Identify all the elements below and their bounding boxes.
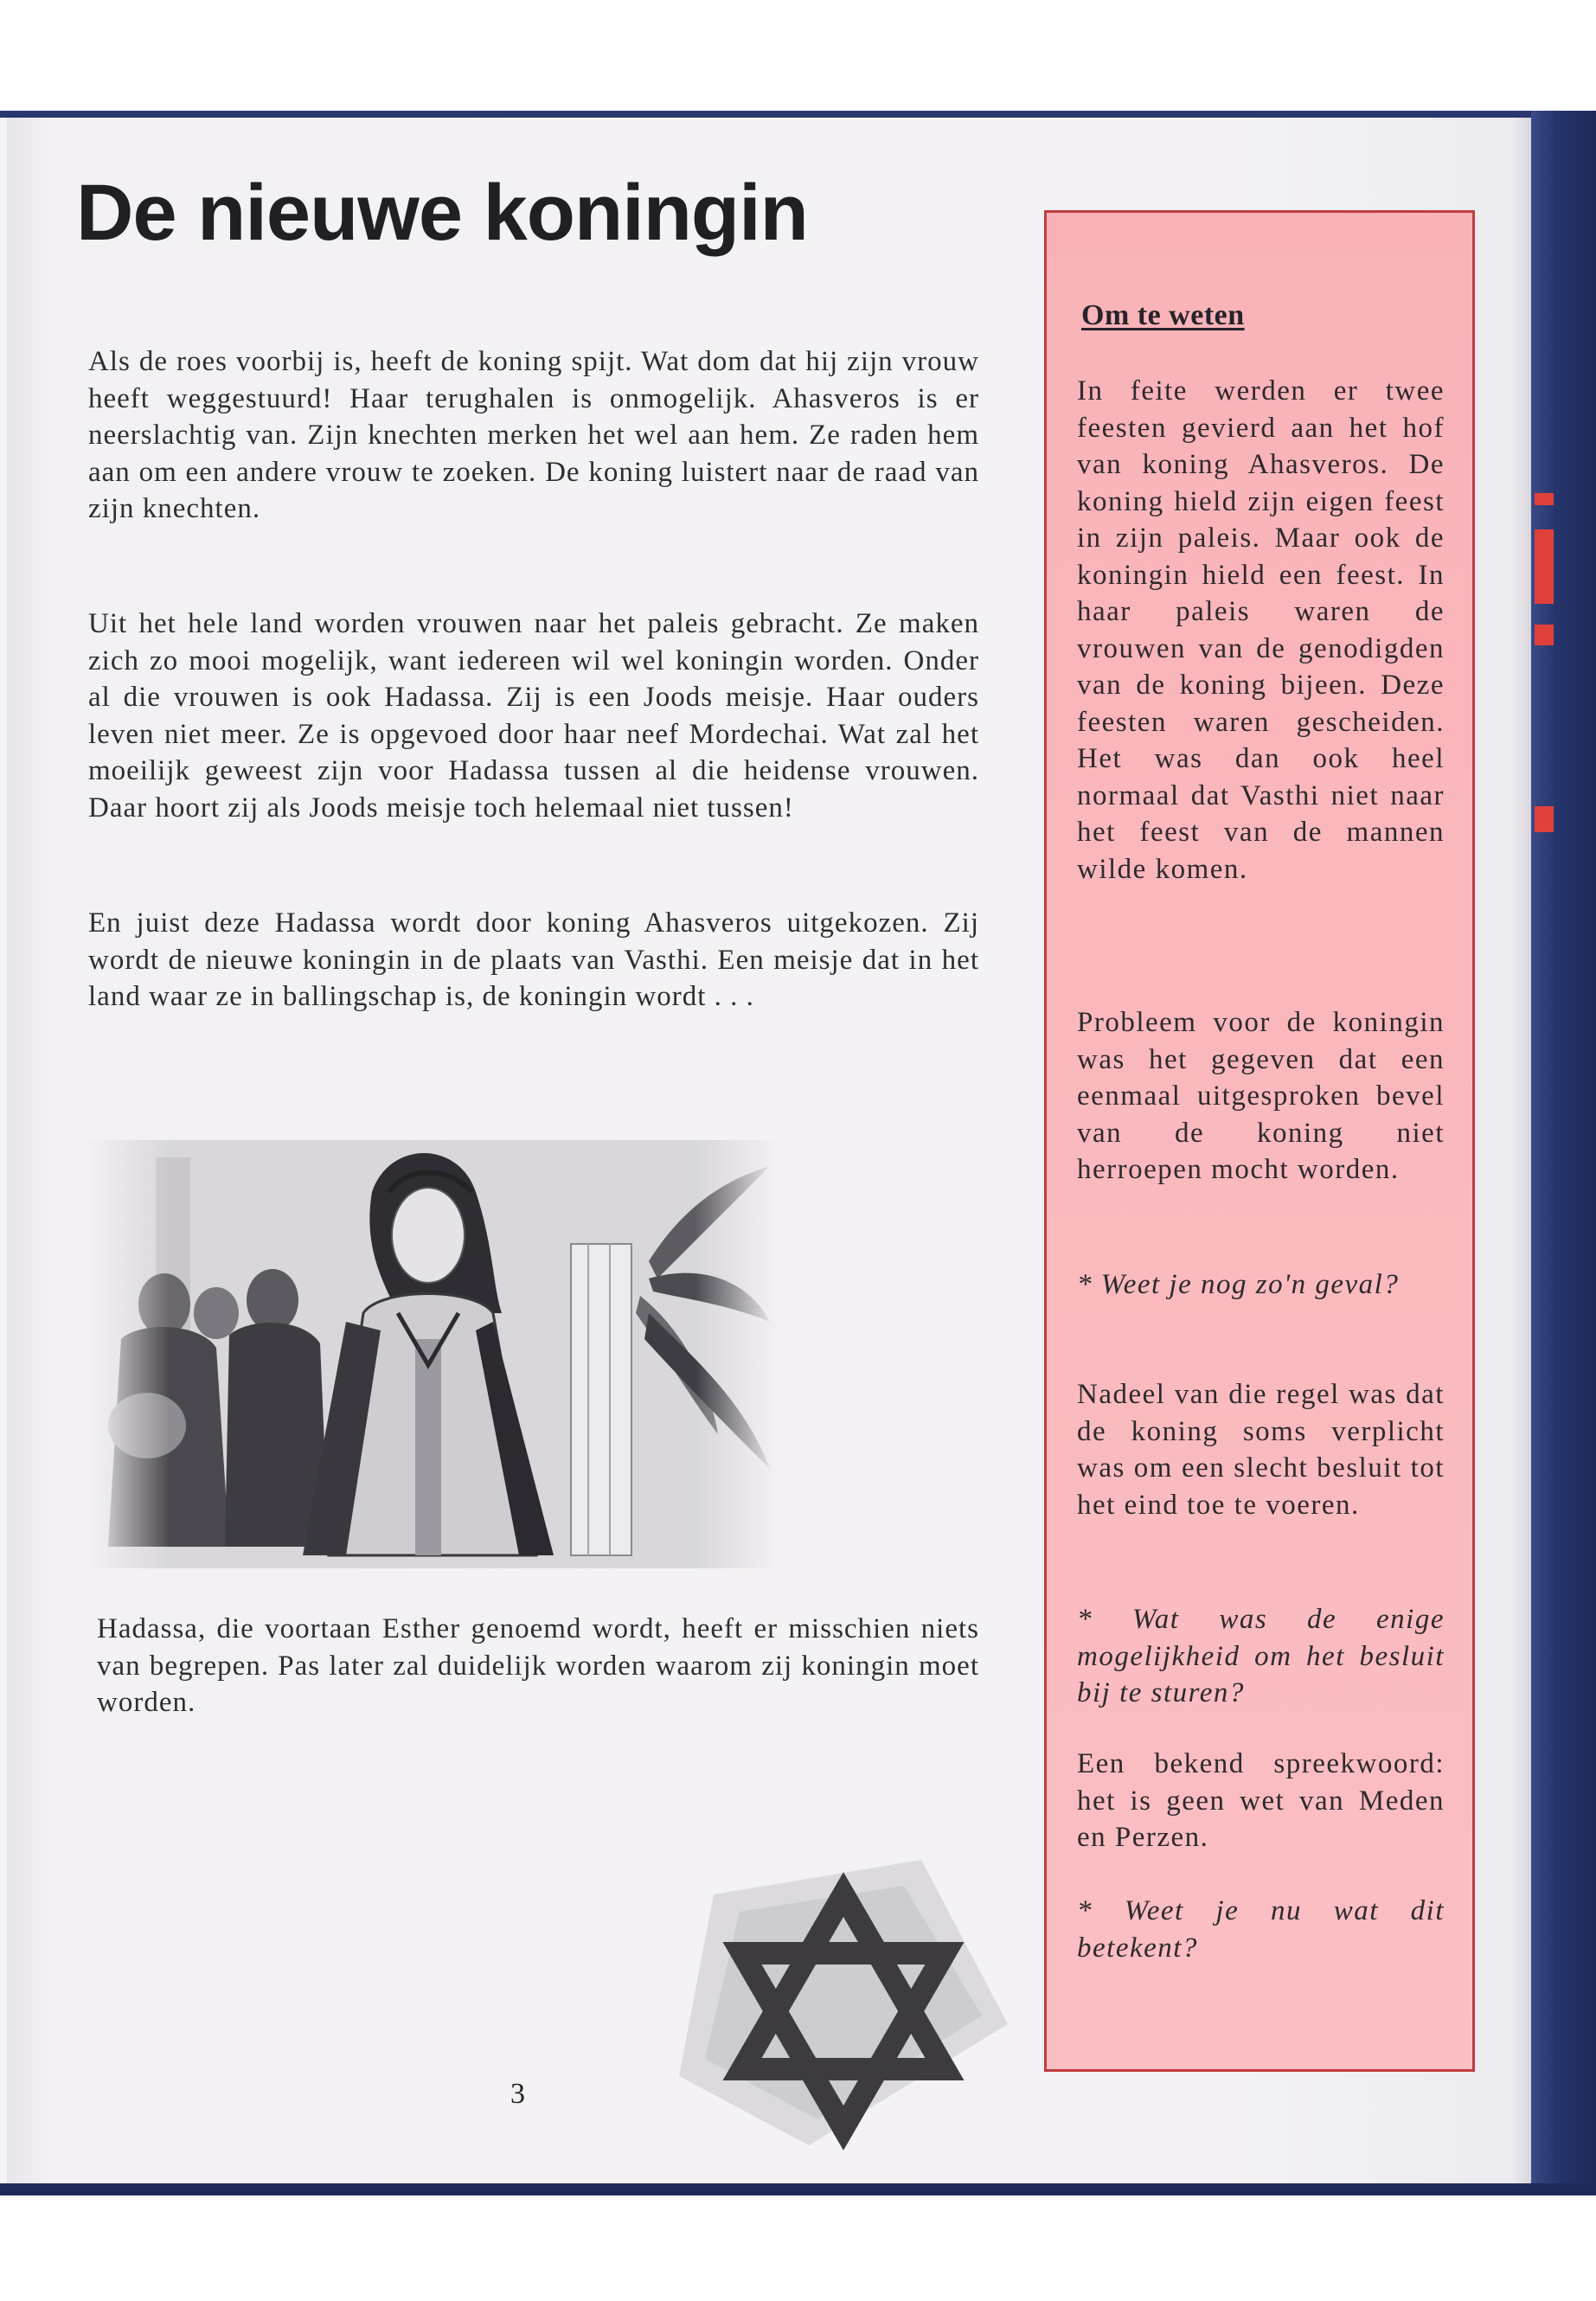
info-paragraph-3: Nadeel van die regel was dat de koning soms verplicht was om een slecht besluit tot het eind toe te voeren. bbox=[1077, 1379, 1445, 1521]
index-tab bbox=[1535, 625, 1554, 645]
paragraph-4: Hadassa, die voortaan Esther genoemd wordt, heeft er misschien niets van begrepen. Pas later zal duidelijk worden waarom zij koningin moet worden. bbox=[97, 1613, 979, 1718]
index-tab bbox=[1535, 806, 1554, 832]
cover-edge-top bbox=[0, 111, 1596, 118]
star-of-david-icon bbox=[662, 1860, 1016, 2154]
info-paragraph-2: Probleem voor de koningin was het gegeven dat een eenmaal uitgesproken bevel van de koning niet herroepen mocht worden. bbox=[1077, 1007, 1445, 1185]
info-paragraph-1: In feite werden er twee feesten gevierd aan het hof van koning Ahasveros. De koning hield zijn eigen feest in zijn paleis. Maar ook de koningin hield een feest. In haar paleis waren de vrouwen van de genodigden van de koning bijeen. Deze feesten waren gescheiden. Het was dan ook heel normaal dat Vasthi niet naar het feest van de mannen wilde komen. bbox=[1077, 375, 1445, 885]
hadassa-illustration bbox=[87, 1140, 779, 1568]
info-paragraph-4: Een bekend spreekwoord: het is geen wet van Meden en Perzen. bbox=[1077, 1748, 1445, 1853]
info-box-heading: Om te weten bbox=[1081, 299, 1245, 331]
page-number: 3 bbox=[510, 2078, 525, 2110]
index-tab bbox=[1535, 493, 1554, 505]
index-tab bbox=[1535, 529, 1554, 604]
page-title: De nieuwe koningin bbox=[76, 169, 808, 257]
page-edge bbox=[1509, 118, 1531, 2183]
cover-top bbox=[0, 0, 1596, 111]
info-question-2: * Wat was de enige mogelijkheid om het besluit bij te sturen? bbox=[1077, 1604, 1445, 1708]
book-cover-spine bbox=[1531, 111, 1596, 2195]
info-question-1: * Weet je nog zo'n geval? bbox=[1077, 1269, 1400, 1300]
paragraph-1: Als de roes voorbij is, heeft de koning spijt. Wat dom dat hij zijn vrouw heeft weggestuurd! Haar terughalen is onmogelijk. Ahasveros is er neerslachtig van. Zijn knechten merken het wel aan hem. Ze raden hem aan om een andere vrouw te zoeken. De koning luistert naar de raad van zijn knechten. bbox=[88, 346, 979, 524]
paragraph-3: En juist deze Hadassa wordt door koning Ahasveros uitgekozen. Zij wordt de nieuwe koningin in de plaats van Vasthi. Een meisje dat in het land waar ze in ballingschap is, de koningin wordt . . . bbox=[88, 907, 979, 1012]
paragraph-2: Uit het hele land worden vrouwen naar het paleis gebracht. Ze maken zich zo mooi mogelijk, want iedereen wil wel koningin worden. Onder al die vrouwen is ook Hadassa. Zij is een Joods meisje. Haar ouders leven niet meer. Ze is opgevoed door haar neef Mordechai. Wat zal het moeilijk geweest zijn voor Hadassa tussen al die heidense vrouwen. Daar hoort zij als Joods meisje toch helemaal niet tussen! bbox=[88, 608, 979, 824]
info-question-3: * Weet je nu wat dit betekent? bbox=[1077, 1895, 1445, 1964]
info-box bbox=[1044, 210, 1475, 2072]
cover-bottom bbox=[0, 2195, 1596, 2301]
